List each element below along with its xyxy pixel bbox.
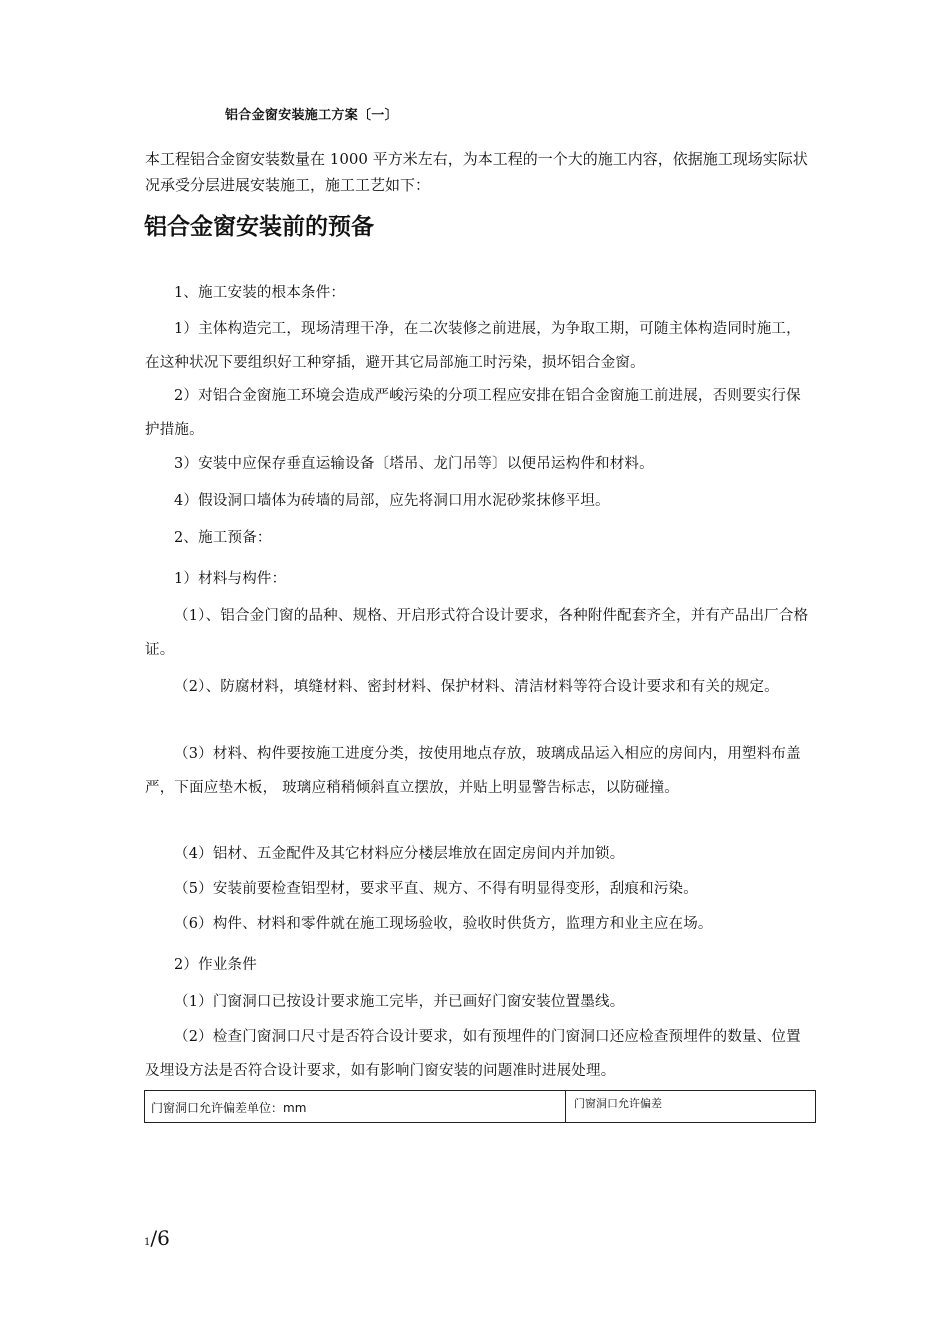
paragraph: （2）、防腐材料，填缝材料、密封材料、保护材料、清洁材料等符合设计要求和有关的规定。 <box>174 679 779 695</box>
section-heading: 铝合金窗安装前的预备 <box>144 214 374 240</box>
paragraph: 1、施工安装的根本条件： <box>174 285 346 301</box>
paragraph: （3）材料、构件要按施工进度分类，按使用地点存放，玻璃成品运入相应的房间内，用塑料布盖严，下面应垫木板， 玻璃应稍稍倾斜直立摆放，并贴上明显警告标志，以防碰撞。 <box>145 746 801 796</box>
intro-paragraph: 本工程铝合金窗安装数量在 1000 平方米左右，为本工程的一个大的施工内容，依据施工现场实际状况承受分层进展安装施工，施工工艺如下： <box>145 150 808 194</box>
paragraph: （5）安装前要检查铝型材，要求平直、规方、不得有明显得变形，刮痕和污染。 <box>174 881 698 897</box>
document-title: 铝合金窗安装施工方案〔一〕 <box>225 108 398 123</box>
paragraph: 1）主体构造完工，现场清理干净，在二次装修之前进展，为争取工期，可随主体构造同时施工，在这种状况下要组织好工种穿插，避开其它局部施工时污染，损坏铝合金窗。 <box>145 321 801 371</box>
paragraph: 2）对铝合金窗施工环境会造成严峻污染的分项工程应安排在铝合金窗施工前进展，否则要实行保护措施。 <box>145 388 801 438</box>
page-number <box>144 1226 170 1250</box>
paragraph: 1）材料与构件： <box>174 571 287 587</box>
paragraph: （2）检查门窗洞口尺寸是否符合设计要求，如有预埋件的门窗洞口还应检查预埋件的数量、位置及埋设方法是否符合设计要求，如有影响门窗安装的问题准时进展处理。 <box>145 1029 801 1079</box>
paragraph: 4）假设洞口墙体为砖墙的局部，应先将洞口用水泥砂浆抹修平坦。 <box>174 493 610 509</box>
page-total: /6 <box>150 1226 170 1250</box>
paragraph: 3）安装中应保存垂直运输设备〔塔吊、龙门吊等〕以便吊运构件和材料。 <box>174 456 654 472</box>
paragraph: 2）作业条件 <box>174 957 257 973</box>
paragraph: 2、施工预备： <box>174 530 272 546</box>
tolerance-table <box>144 1090 816 1123</box>
paragraph: （1）、铝合金门窗的品种、规格、开启形式符合设计要求，各种附件配套齐全，并有产品出厂合格证。 <box>145 608 809 658</box>
paragraph: （4）铝材、五金配件及其它材料应分楼层堆放在固定房间内并加锁。 <box>174 846 625 862</box>
table-cell-tolerance: 门窗洞口允许偏差 <box>574 1097 662 1110</box>
paragraph: （6）构件、材料和零件就在施工现场验收，验收时供货方，监理方和业主应在场。 <box>174 916 713 932</box>
page-current: 1 <box>144 1237 151 1248</box>
paragraph: （1）门窗洞口已按设计要求施工完毕，并已画好门窗安装位置墨线。 <box>174 994 625 1010</box>
table-cell-unit: 门窗洞口允许偏差单位：mm <box>145 1091 566 1122</box>
